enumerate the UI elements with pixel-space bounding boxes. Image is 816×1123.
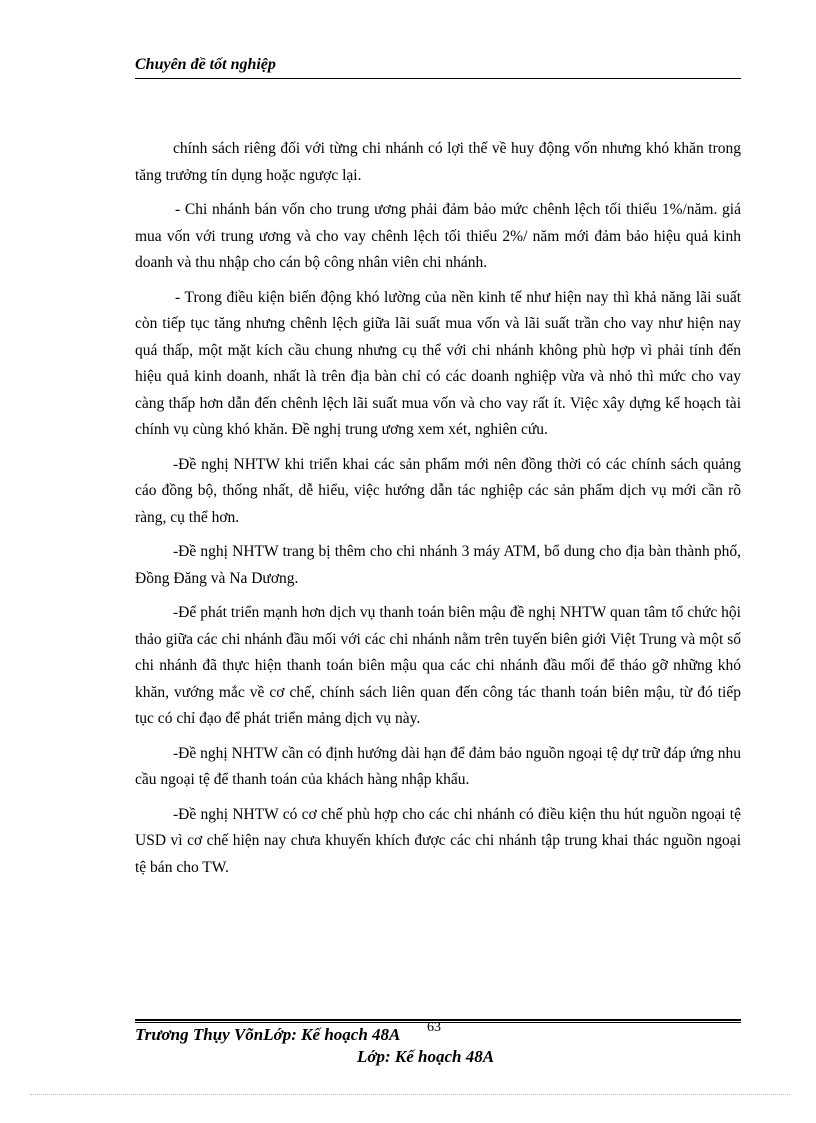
- paragraph: -Đề nghị NHTW có cơ chế phù hợp cho các chi nhánh có điều kiện thu hút nguồn ngoại tệ USD vì cơ chế hiện nay chưa khuyến khích được các chi nhánh tập trung khai thác nguồn ngoại tệ bán cho TW.: [135, 805, 741, 876]
- paragraph: -Để phát triển mạnh hơn dịch vụ thanh toán biên mậu đề nghị NHTW quan tâm tổ chức hội thảo giữa các chi nhánh đầu mối với các chi nhánh nằm trên tuyến biên giới Việt Trung và một số chi nhánh đã thực hiện thanh toán biên mậu qua các chi nhánh đầu mối để tháo gỡ những khó khăn, vướng mắc về cơ chế, chính sách liên quan đến công tác thanh toán biên mậu, từ đó tiếp tục có chỉ đạo để phát triển mảng dịch vụ này.: [135, 604, 741, 727]
- paragraph: - Trong điều kiện biến động khó lường của nền kinh tế như hiện nay thì khả năng lãi suất còn tiếp tục tăng nhưng chênh lệch giữa lãi suất mua vốn và lãi suất trần cho vay như hiện nay quá thấp, một mặt kích cầu chung nhưng cụ thể với chi nhánh không phù hợp vì phải tính đến hiệu quả kinh doanh, nhất là trên địa bàn chỉ có các doanh nghiệp vừa và nhỏ thì mức cho vay càng thấp hơn dẫn đến chênh lệch lãi suất mua vốn và cho vay rất ít. Việc xây dựng kế hoạch tài chính vụ cùng khó khăn. Đề nghị trung ương xem xét, nghiên cứu.: [135, 288, 741, 438]
- footer-author-class: Trương Thụy VõnLớp: Kế hoạch 48A: [135, 1025, 401, 1044]
- document-header-title: Chuyên đề tốt nghiệp: [135, 56, 276, 73]
- document-body: [135, 136, 741, 889]
- paragraph: chính sách riêng đối với từng chi nhánh có lợi thế về huy động vốn nhưng khó khăn trong tăng trưởng tín dụng hoặc ngược lại.: [135, 140, 741, 184]
- paragraph: - Chi nhánh bán vốn cho trung ương phải đảm bảo mức chênh lệch tối thiểu 1%/năm. giá mua vốn với trung ương và cho vay chênh lệch tối thiểu 2%/ năm mới đảm bảo hiệu quả kinh doanh và thu nhập cho cán bộ công nhân viên chi nhánh.: [135, 201, 741, 271]
- paragraph: -Đề nghị NHTW khi triển khai các sản phẩm mới nên đồng thời có các chính sách quảng cáo đồng bộ, thống nhất, dễ hiểu, việc hướng dẫn tác nghiệp các sản phẩm dịch vụ mới cần rõ ràng, cụ thể hơn.: [135, 455, 741, 526]
- paragraph: -Đề nghị NHTW cần có định hướng dài hạn để đảm bảo nguồn ngoại tệ dự trữ đáp ứng nhu cầu ngoại tệ để thanh toán của khách hàng nhập khẩu.: [135, 744, 741, 788]
- paragraph: -Đề nghị NHTW trang bị thêm cho chi nhánh 3 máy ATM, bổ dung cho địa bàn thành phố, Đồng Đăng và Na Dương.: [135, 543, 741, 587]
- page-edge-dotted-line: [30, 1094, 790, 1095]
- footer-class: Lớp: Kế hoạch 48A: [357, 1047, 495, 1066]
- header-divider: [135, 78, 741, 79]
- page-number: 63: [427, 1020, 441, 1035]
